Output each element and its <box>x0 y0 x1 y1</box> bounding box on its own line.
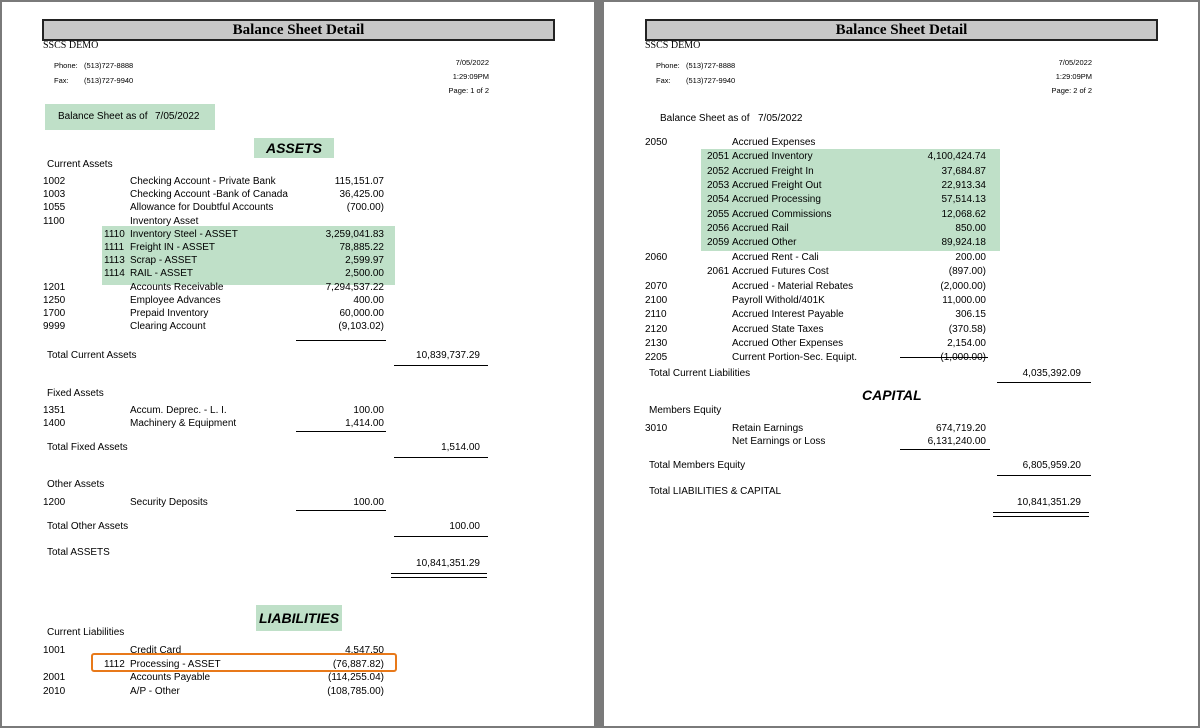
account-name: Machinery & Equipment <box>130 418 237 429</box>
grand-total-rule <box>391 573 487 578</box>
account-name: Checking Account -Bank of Canada <box>130 189 288 201</box>
account-amount: 12,068.62 <box>941 208 986 220</box>
account-amount: 306.15 <box>955 309 986 321</box>
grand-total-rule <box>993 512 1089 517</box>
as-of-label: Balance Sheet as of <box>660 113 750 124</box>
liabilities-heading: LIABILITIES <box>256 605 342 631</box>
acct-number: 2130 <box>645 337 668 349</box>
fixed-assets-label: Fixed Assets <box>47 388 104 399</box>
report-time: 1:29:09PM <box>1055 72 1092 81</box>
subtotal-rule <box>296 340 386 341</box>
account-amount: 200.00 <box>955 251 986 263</box>
account-name: Accrued State Taxes <box>732 323 824 335</box>
account-name: Freight IN - ASSET <box>130 242 216 253</box>
total-other-assets-label: Total Other Assets <box>47 521 129 532</box>
account-amount: 6,131,240.00 <box>927 436 986 447</box>
total-fixed-assets-value: 1,514.00 <box>441 442 480 453</box>
account-name: Accrued Inventory <box>732 151 813 163</box>
company-name: SSCS DEMO <box>645 40 701 51</box>
capital-heading: CAPITAL <box>862 387 922 403</box>
account-amount: 4,547.50 <box>345 645 384 656</box>
total-members-equity-label: Total Members Equity <box>649 460 746 471</box>
acct-number: 2060 <box>645 251 668 263</box>
sub-acct-number: 1113 <box>104 255 125 267</box>
phone-label: Phone: <box>656 61 680 70</box>
total-liabilities-capital-value: 10,841,351.29 <box>1017 497 1081 508</box>
account-amount: 2,154.00 <box>947 337 986 349</box>
acct-number: 2050 <box>645 137 668 148</box>
total-liabilities-capital-label: Total LIABILITIES & CAPITAL <box>649 486 782 497</box>
account-amount: (114,255.04) <box>328 672 384 683</box>
total-current-assets-value: 10,839,737.29 <box>416 350 480 361</box>
account-name: Accrued Other Expenses <box>732 337 844 349</box>
total-assets-value: 10,841,351.29 <box>416 558 480 569</box>
account-amount: 37,684.87 <box>941 165 986 177</box>
account-amount: 100.00 <box>353 405 384 416</box>
acct-number: 1100 <box>43 215 65 227</box>
acct-number: 1003 <box>43 189 66 201</box>
acct-number: 1351 <box>43 405 66 416</box>
sub-acct-number: 2056 <box>707 223 730 235</box>
current-assets-label: Current Assets <box>47 159 113 170</box>
total-rule <box>997 475 1091 476</box>
as-of-label: Balance Sheet as of <box>58 111 148 122</box>
account-amount: 57,514.13 <box>941 194 986 206</box>
acct-number: 1002 <box>43 176 66 187</box>
account-name: Accrued Rent - Cali <box>732 251 819 263</box>
account-name: Accrued Freight In <box>732 165 814 177</box>
phone-label: Phone: <box>54 61 78 70</box>
sub-acct-number: 1114 <box>104 268 125 280</box>
members-equity-label: Members Equity <box>649 405 722 416</box>
as-of-date: 7/05/2022 <box>155 111 200 122</box>
subtotal-rule <box>900 357 988 358</box>
account-amount: 850.00 <box>955 223 986 235</box>
acct-number: 1001 <box>43 645 66 656</box>
account-name: Accrued Freight Out <box>732 180 822 192</box>
account-amount: (897.00) <box>948 266 986 278</box>
account-name: Checking Account - Private Bank <box>130 176 276 187</box>
account-amount: 2,500.00 <box>345 268 384 280</box>
acct-number: 3010 <box>645 423 668 434</box>
account-name: RAIL - ASSET <box>130 268 193 280</box>
sub-acct-number: 1110 <box>104 228 125 240</box>
total-rule <box>394 365 488 366</box>
total-current-liabilities-label: Total Current Liabilities <box>649 368 751 379</box>
subtotal-rule <box>296 510 386 511</box>
sub-acct-number: 2051 <box>707 151 730 163</box>
account-amount: (1,000.00) <box>940 352 986 364</box>
report-page-2 <box>604 2 1198 726</box>
sub-acct-number: 2059 <box>707 237 730 249</box>
account-amount: (700.00) <box>346 202 384 214</box>
acct-number: 2001 <box>43 672 66 683</box>
account-name: Accrued - Material Rebates <box>732 280 854 292</box>
account-name: Current Portion-Sec. Equipt. <box>732 352 858 364</box>
sub-acct-number: 2054 <box>707 194 730 206</box>
acct-number: 9999 <box>43 321 66 333</box>
account-name: Accrued Rail <box>732 223 789 235</box>
account-amount: 4,100,424.74 <box>927 151 986 163</box>
acct-number: 1700 <box>43 308 66 319</box>
sub-acct-number: 2055 <box>707 208 730 220</box>
account-amount: 115,151.07 <box>334 176 384 187</box>
account-amount: 60,000.00 <box>339 308 384 319</box>
total-rule <box>394 457 488 458</box>
account-amount: 400.00 <box>353 294 384 306</box>
report-title: Balance Sheet Detail <box>645 19 1158 41</box>
account-name: Accum. Deprec. - L. I. <box>130 405 227 416</box>
total-fixed-assets-label: Total Fixed Assets <box>47 442 128 453</box>
account-name: Employee Advances <box>130 294 221 306</box>
account-amount: 78,885.22 <box>339 242 384 253</box>
subtotal-rule <box>900 449 990 450</box>
acct-number: 1055 <box>43 202 66 214</box>
account-amount: 11,000.00 <box>942 294 986 306</box>
total-rule <box>997 382 1091 383</box>
account-name: Accrued Processing <box>732 194 821 206</box>
account-amount: 89,924.18 <box>941 237 986 249</box>
account-amount: 100.00 <box>353 497 384 508</box>
account-amount: (9,103.02) <box>338 321 384 333</box>
sub-acct-number: 2061 <box>707 266 730 278</box>
account-amount: 7,294,537.22 <box>325 281 384 293</box>
phone-value: (513)727-8888 <box>686 61 736 70</box>
as-of-date: 7/05/2022 <box>758 113 803 124</box>
company-name: SSCS DEMO <box>43 40 99 51</box>
report-title: Balance Sheet Detail <box>42 19 555 41</box>
account-amount: 22,913.34 <box>941 180 986 192</box>
acct-number: 2010 <box>43 685 66 697</box>
fax-value: (513)727-9940 <box>686 76 736 85</box>
phone-value: (513)727-8888 <box>84 61 134 70</box>
fax-value: (513)727-9940 <box>84 76 134 85</box>
account-name: Payroll Withold/401K <box>732 294 825 306</box>
acct-number: 1201 <box>43 281 66 293</box>
report-date: 7/05/2022 <box>1058 58 1092 67</box>
total-rule <box>394 536 488 537</box>
account-name: Net Earnings or Loss <box>732 436 826 447</box>
account-name: Accrued Other <box>732 237 797 249</box>
sub-acct-number: 2052 <box>707 165 730 177</box>
total-other-assets-value: 100.00 <box>449 521 480 532</box>
page-number: Page: 2 of 2 <box>1051 86 1092 95</box>
total-current-assets-label: Total Current Assets <box>47 350 137 361</box>
subtotal-rule <box>296 431 386 432</box>
fax-label: Fax: <box>54 76 69 85</box>
report-date: 7/05/2022 <box>455 58 489 67</box>
account-amount: 36,425.00 <box>339 189 384 201</box>
total-assets-label: Total ASSETS <box>47 547 110 558</box>
account-amount: (370.58) <box>948 323 986 335</box>
sub-acct-number: 1112 <box>104 658 125 670</box>
acct-number: 2110 <box>645 309 667 321</box>
acct-number: 2120 <box>645 323 668 335</box>
account-name: Accrued Expenses <box>732 137 816 148</box>
other-assets-label: Other Assets <box>47 479 105 490</box>
report-page-1 <box>2 2 594 726</box>
report-time: 1:29:09PM <box>452 72 489 81</box>
account-amount: 3,259,041.83 <box>325 228 384 240</box>
account-amount: 674,719.20 <box>935 423 986 434</box>
acct-number: 2100 <box>645 294 668 306</box>
account-name: Retain Earnings <box>732 423 804 434</box>
current-liabilities-label: Current Liabilities <box>47 627 125 638</box>
account-amount: (108,785.00) <box>327 685 384 697</box>
assets-heading: ASSETS <box>254 138 334 158</box>
account-name: Allowance for Doubtful Accounts <box>130 202 274 214</box>
total-current-liabilities-value: 4,035,392.09 <box>1022 368 1081 379</box>
account-name: Prepaid Inventory <box>130 308 209 319</box>
acct-number: 1200 <box>43 497 66 508</box>
acct-number: 1400 <box>43 418 66 429</box>
account-name: Inventory Asset <box>130 215 199 227</box>
account-name: Security Deposits <box>130 497 208 508</box>
account-amount: 1,414.00 <box>345 418 384 429</box>
sub-acct-number: 1111 <box>104 242 125 253</box>
acct-number: 2205 <box>645 352 668 364</box>
account-name: Clearing Account <box>130 321 206 333</box>
account-name: Credit Card <box>130 645 182 656</box>
account-name: Inventory Steel - ASSET <box>130 228 238 240</box>
account-amount: (2,000.00) <box>940 280 986 292</box>
selected-row-highlight[interactable] <box>91 653 397 672</box>
fax-label: Fax: <box>656 76 671 85</box>
account-name: Accounts Payable <box>130 672 211 683</box>
account-name: Processing - ASSET <box>130 658 221 670</box>
acct-number: 2070 <box>645 280 668 292</box>
account-amount: 2,599.97 <box>345 255 384 267</box>
account-name: A/P - Other <box>130 685 180 697</box>
account-name: Scrap - ASSET <box>130 255 198 267</box>
account-name: Accrued Futures Cost <box>732 266 829 278</box>
total-members-equity-value: 6,805,959.20 <box>1022 460 1081 471</box>
account-amount: (76,887.82) <box>332 658 384 670</box>
page-number: Page: 1 of 2 <box>448 86 489 95</box>
account-name: Accounts Receivable <box>130 281 224 293</box>
acct-number: 1250 <box>43 294 66 306</box>
account-name: Accrued Interest Payable <box>732 309 844 321</box>
account-name: Accrued Commissions <box>732 208 832 220</box>
sub-acct-number: 2053 <box>707 180 730 192</box>
